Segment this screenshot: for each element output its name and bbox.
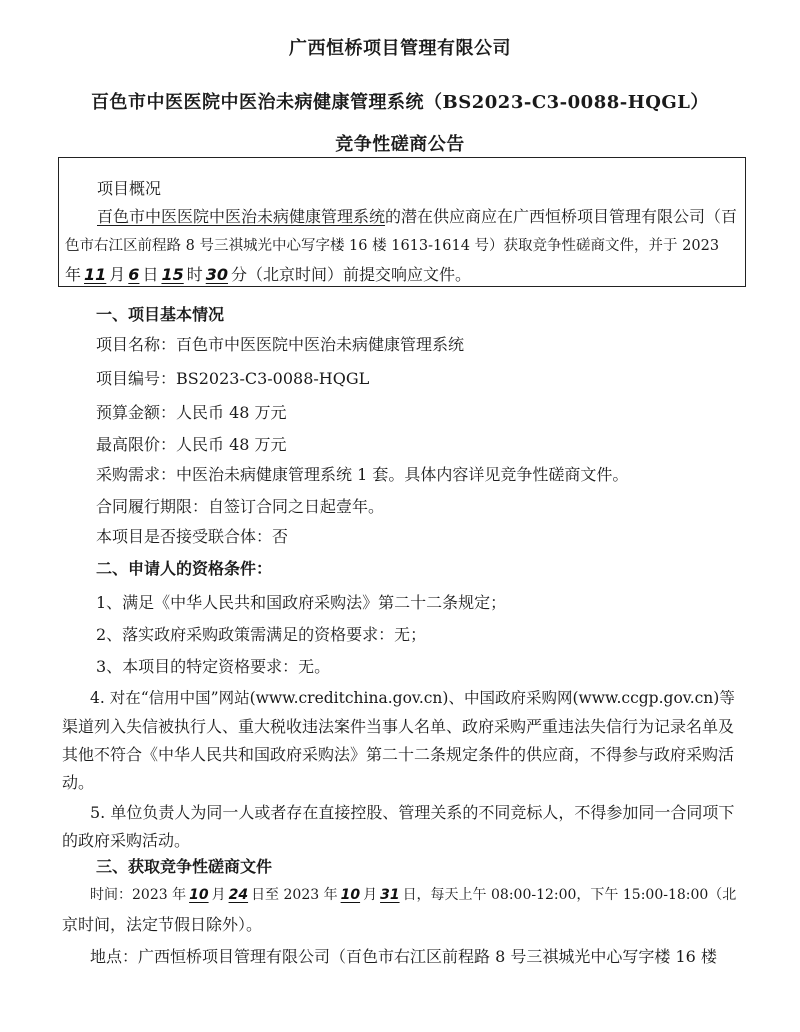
procurement-requirement: 采购需求：中医治未病健康管理系统 1 套。具体内容详见竞争性磋商文件。	[96, 465, 629, 484]
qualification-item-3: 3、本项目的特定资格要求：无。	[96, 657, 331, 676]
consortium-policy: 本项目是否接受联合体：否	[96, 527, 289, 546]
max-price: 最高限价：人民币 48 万元	[96, 435, 287, 454]
qualification-item-2: 2、落实政府采购政策需满足的资格要求：无；	[96, 625, 427, 644]
time-rest: 日，每天上午 08:00-12:00，下午 15:00-18:00（北	[402, 887, 737, 903]
qualification-item-4-line-1: 4. 对在“信用中国”网站(www.creditchina.gov.cn)、中国政府采购网(www.ccgp.gov.cn)等	[90, 689, 735, 707]
project-name: 项目名称：百色市中医医院中医治未病健康管理系统	[96, 335, 465, 354]
handwritten-minute: 30	[205, 265, 228, 284]
budget-amount: 预算金额：人民币 48 万元	[96, 403, 287, 422]
document-type-title: 竞争性磋商公告	[335, 134, 465, 155]
acquisition-place: 地点：广西恒桥项目管理有限公司（百色市右江区前程路 8 号三祺城光中心写字楼 16 楼	[90, 947, 717, 966]
month-label: 月	[109, 265, 126, 284]
qualification-item-5-line-1: 5. 单位负责人为同一人或者存在直接控股、管理关系的不同竞标人，不得参加同一合同项下	[90, 803, 735, 822]
qualification-item-5-line-2: 的政府采购活动。	[62, 831, 191, 850]
overview-line-2-rest: 的潜在供应商应在广西恒桥项目管理有限公司（百	[385, 207, 738, 226]
year-label: 年	[65, 265, 82, 284]
qualification-item-4-line-2: 渠道列入失信被执行人、重大税收违法案件当事人名单、政府采购严重违法失信行为记录名单及	[62, 717, 735, 736]
hour-label: 时	[186, 265, 203, 284]
contract-period: 合同履行期限：自签订合同之日起壹年。	[96, 497, 385, 516]
handwritten-end-month: 10	[340, 887, 361, 903]
handwritten-month: 11	[84, 265, 107, 284]
qualification-item-1: 1、满足《中华人民共和国政府采购法》第二十二条规定；	[96, 593, 507, 612]
section3-heading: 三、获取竞争性磋商文件	[96, 857, 273, 876]
overview-deadline-line	[65, 262, 739, 285]
handwritten-day: 6	[128, 265, 140, 284]
overview-line-2	[97, 204, 739, 227]
section2-heading: 二、申请人的资格条件：	[96, 559, 273, 578]
project-number: 项目编号：BS2023-C3-0088-HQGL	[96, 369, 370, 388]
overview-project-name: 百色市中医医院中医治未病健康管理系统	[97, 207, 386, 226]
time-middle: 日至 2023 年	[251, 887, 338, 903]
overview-label: 项目概况	[97, 179, 162, 198]
day-label: 日	[142, 265, 159, 284]
overview-line-3: 色市右江区前程路 8 号三祺城光中心写字楼 16 楼 1613-1614 号）获取竞争性磋商文件，并于 2023	[65, 238, 720, 254]
company-title: 广西恒桥项目管理有限公司	[289, 38, 511, 59]
overview-box	[58, 157, 746, 287]
acquisition-time-line-2: 京时间，法定节假日除外）。	[62, 915, 263, 934]
end-month-label: 月	[363, 887, 378, 903]
handwritten-hour: 15	[161, 265, 184, 284]
project-title: 百色市中医医院中医治未病健康管理系统（BS2023-C3-0088-HQGL）	[91, 92, 709, 113]
handwritten-end-day: 31	[380, 887, 400, 903]
section1-heading: 一、项目基本情况	[96, 305, 225, 324]
time-prefix: 时间：2023 年	[90, 887, 187, 903]
handwritten-start-day: 24	[228, 887, 249, 903]
qualification-item-4-line-3: 其他不符合《中华人民共和国政府采购法》第二十二条规定条件的供应商，不得参与政府采购活	[62, 745, 735, 764]
start-month-label: 月	[211, 887, 226, 903]
acquisition-time-line-1	[90, 884, 736, 904]
qualification-item-4-line-4: 动。	[62, 773, 95, 792]
deadline-rest: 分（北京时间）前提交响应文件。	[231, 265, 472, 284]
handwritten-start-month: 10	[189, 887, 209, 903]
